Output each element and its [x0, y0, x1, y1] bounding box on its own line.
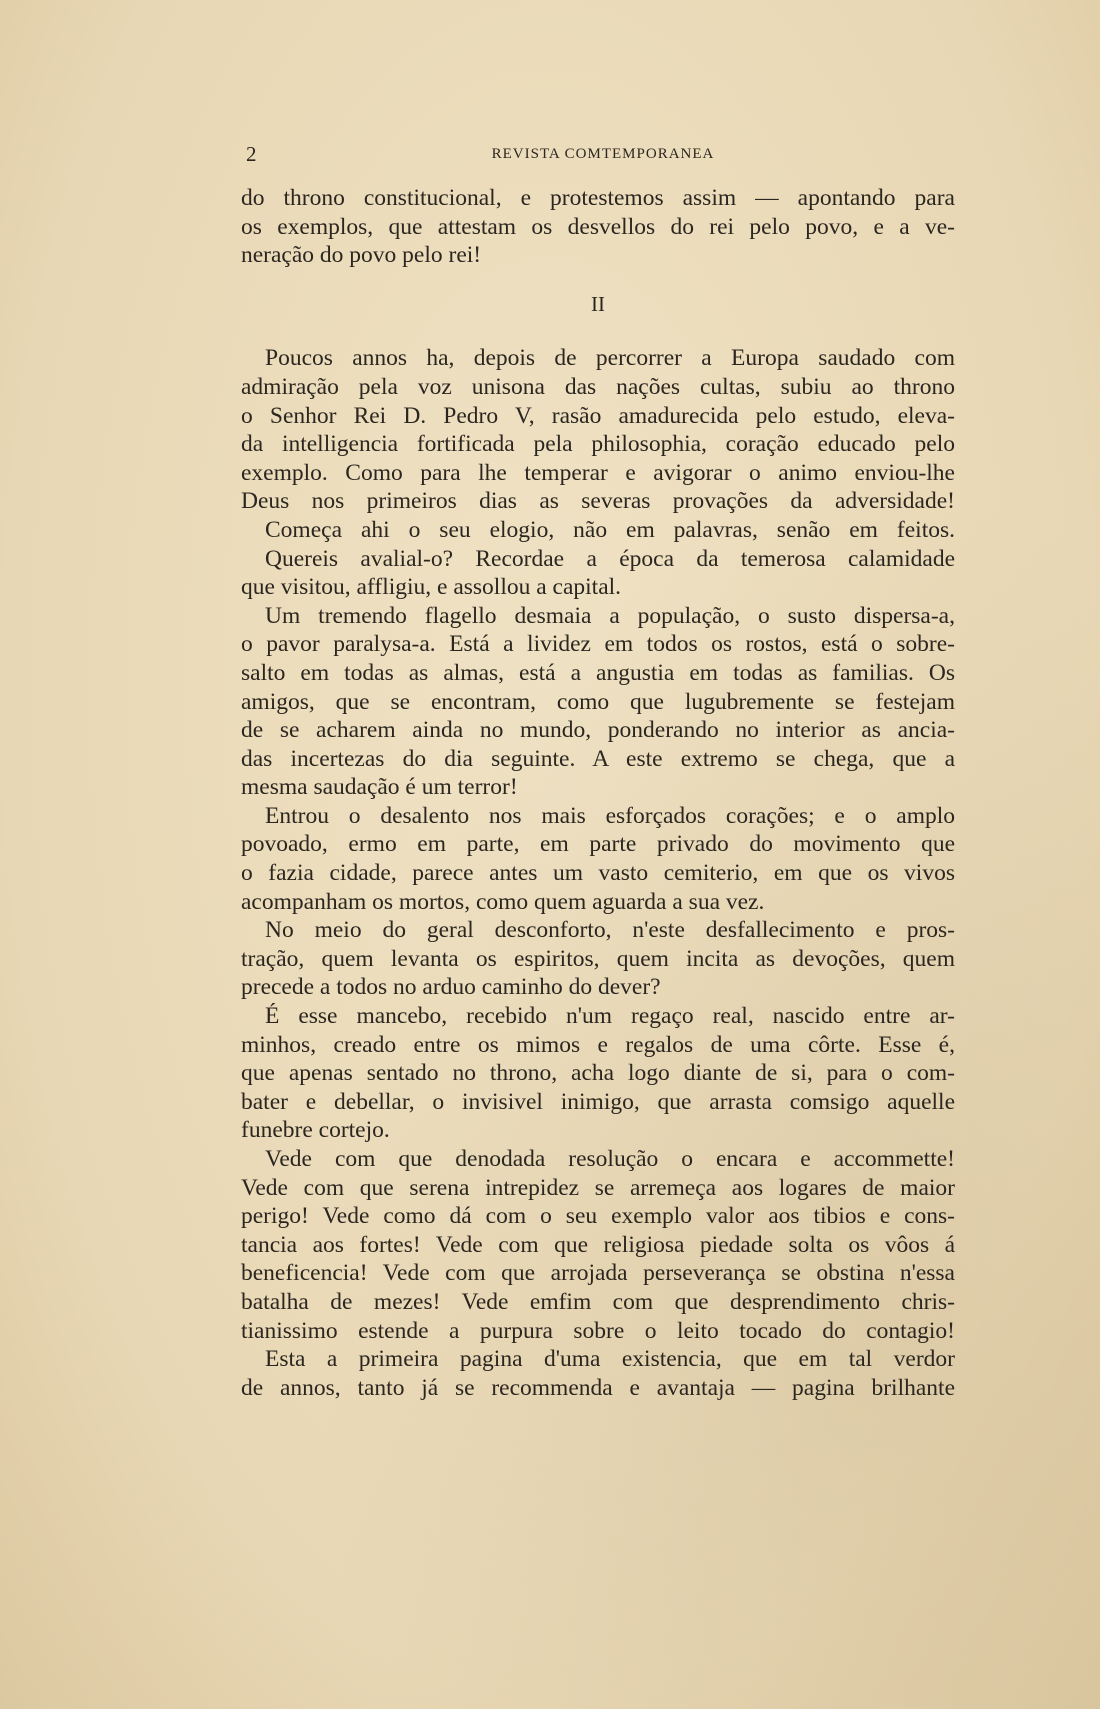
text-line: de se acharem ainda no mundo, ponderando no interior as ancia-	[241, 717, 955, 744]
text-line: Esta a primeira pagina d'uma existencia, que em tal verdor	[265, 1346, 955, 1373]
text-line: os exemplos, que attestam os desvellos do rei pelo povo, e a ve-	[241, 213, 955, 240]
text-line: funebre cortejo.	[241, 1117, 390, 1144]
text-line: No meio do geral desconforto, n'este desfallecimento e pros-	[265, 917, 955, 944]
body-text	[241, 184, 955, 1402]
text-line: da intelligencia fortificada pela philosophia, coração educado pelo	[241, 431, 955, 458]
paragraph	[241, 516, 955, 545]
page-number: 2	[246, 142, 257, 166]
text-line: precede a todos no arduo caminho do dever?	[241, 974, 661, 1001]
text-line: que visitou, affligiu, e assollou a capital.	[241, 574, 622, 601]
text-line: Vede com que denodada resolução o encara e accommette!	[265, 1146, 955, 1172]
text-line: o pavor paralysa-a. Está a lividez em todos os rostos, está o sobre-	[241, 631, 955, 658]
paragraph	[241, 1345, 955, 1402]
text-line: o Senhor Rei D. Pedro V, rasão amadurecida pelo estudo, eleva-	[241, 402, 955, 429]
text-line: tancia aos fortes! Vede com que religiosa piedade solta os vôos á	[241, 1231, 955, 1258]
text-line: que apenas sentado no throno, acha logo diante de si, para o com-	[241, 1060, 955, 1087]
text-line: perigo! Vede como dá com o seu exemplo valor aos tibios e cons-	[241, 1203, 955, 1230]
text-line: Poucos annos ha, depois de percorrer a Europa saudado com	[265, 345, 955, 372]
text-line: mesma saudação é um terror!	[241, 774, 518, 801]
paragraph	[241, 344, 955, 516]
paragraph	[241, 916, 955, 1002]
text-line: amigos, que se encontram, como que lugubremente se festejam	[241, 688, 955, 715]
text-line: minhos, creado entre os mimos e regalos de uma côrte. Esse é,	[241, 1031, 955, 1058]
text-line: das incertezas do dia seguinte. A este extremo se chega, que a	[241, 745, 955, 772]
text-line: bater e debellar, o invisivel inimigo, que arrasta comsigo aquelle	[241, 1088, 955, 1115]
text-line: do throno constitucional, e protestemos assim — apontando para	[241, 185, 955, 211]
text-line: batalha de mezes! Vede emfim com que desprendimento chris-	[241, 1288, 955, 1315]
text-line: Quereis avalial-o? Recordae a época da temerosa calamidade	[265, 545, 955, 572]
text-line: de annos, tanto já se recommenda e avantaja — pagina brilhante	[241, 1374, 955, 1401]
paragraph	[241, 1002, 955, 1145]
text-line: Entrou o desalento nos mais esforçados corações; e o amplo	[265, 802, 955, 829]
text-line: beneficencia! Vede com que arrojada perseverança se obstina n'essa	[241, 1260, 955, 1287]
paragraph	[241, 1145, 955, 1345]
text-line: tração, quem levanta os espiritos, quem incita as devoções, quem	[241, 945, 955, 972]
text-line: tianissimo estende a purpura sobre o leito tocado do contagio!	[241, 1317, 955, 1344]
text-line: Começa ahi o seu elogio, não em palavras, senão em feitos.	[265, 516, 955, 543]
text-line: É esse mancebo, recebido n'um regaço real, nascido entre ar-	[265, 1003, 955, 1030]
text-line: Vede com que serena intrepidez se arremeça aos logares de maior	[241, 1174, 955, 1201]
text-line: povoado, ermo em parte, em parte privado do movimento que	[241, 831, 955, 858]
section-heading: II	[591, 291, 605, 316]
text-line: salto em todas as almas, está a angustia em todas as familias. Os	[241, 659, 955, 686]
journal-title: REVISTA COMTEMPORANEA	[491, 146, 715, 162]
text-line: Deus nos primeiros dias as severas provações da adversidade!	[241, 488, 955, 515]
text-line: Um tremendo flagello desmaia a população, o susto dispersa-a,	[265, 602, 955, 629]
text-line: acompanham os mortos, como quem aguarda a sua vez.	[241, 888, 765, 915]
text-line: o fazia cidade, parece antes um vasto cemiterio, em que os vivos	[241, 860, 955, 887]
paragraph	[241, 802, 955, 916]
paragraph	[241, 545, 955, 602]
text-line: neração do povo pelo rei!	[241, 242, 482, 269]
opening-paragraph	[241, 184, 955, 270]
running-head	[246, 142, 960, 166]
text-line: admiração pela voz unisona das nações cultas, subiu ao throno	[241, 373, 955, 400]
paragraph	[241, 602, 955, 802]
text-line: exemplo. Como para lhe temperar e avigorar o animo enviou-lhe	[241, 459, 955, 486]
